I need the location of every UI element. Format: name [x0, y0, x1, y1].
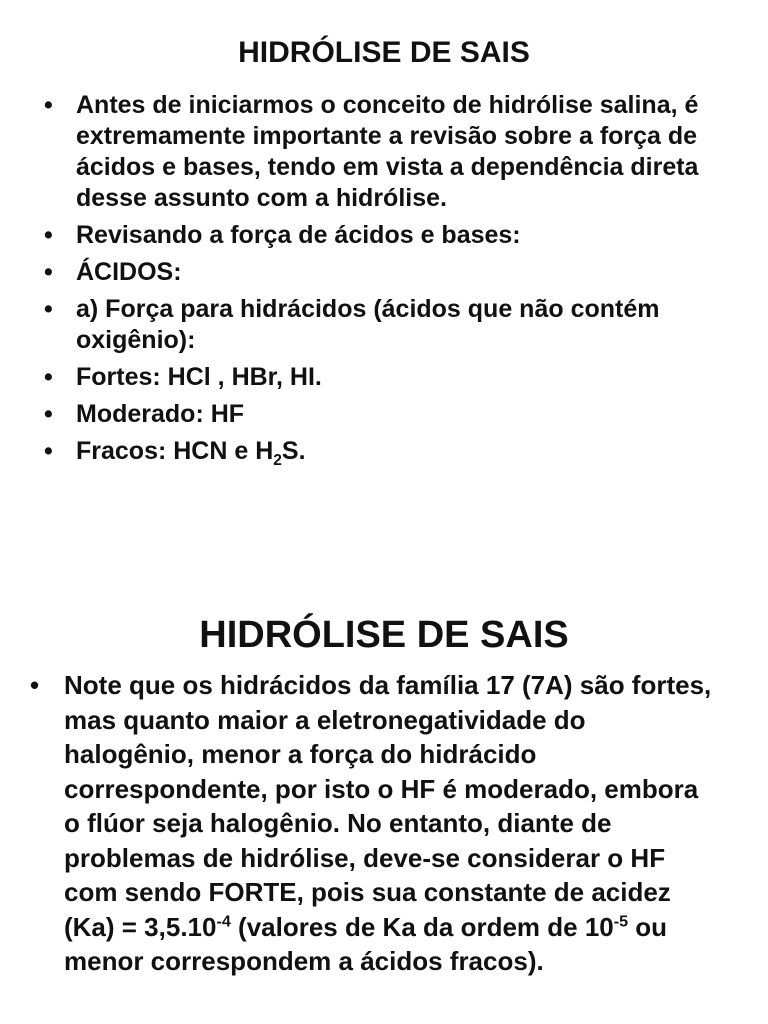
slide-2-title: HIDRÓLISE DE SAIS — [199, 614, 569, 656]
bullet-weak-acids — [44, 436, 734, 467]
slide-2 — [0, 600, 768, 1024]
bullet-text — [64, 670, 711, 976]
exponent-ka: -4 — [216, 911, 231, 930]
bullet-hydracids-strength — [44, 294, 734, 356]
slide-1-title: HIDRÓLISE DE SAIS — [238, 36, 530, 69]
bullet-dot: • — [30, 670, 40, 700]
bullet-strong-acids — [44, 362, 734, 393]
slide-1-bullet-list — [44, 90, 734, 473]
bullet-dot: • — [44, 363, 53, 391]
paragraph-part-3: ou menor correspondem a ácidos fracos). — [64, 911, 668, 976]
bullet-dot: • — [44, 295, 53, 323]
bullet-intro — [44, 90, 734, 214]
paragraph-part-2: (valores de Ka da ordem de 10 — [230, 911, 614, 942]
bullet-text: Fortes: HCl , HBr, HI. — [76, 363, 322, 391]
bullet-text: Revisando a força de ácidos e bases: — [76, 221, 521, 249]
bullet-hf-note — [30, 668, 720, 979]
bullet-moderate-acids — [44, 399, 734, 430]
bullet-dot: • — [44, 400, 53, 428]
bullet-dot: • — [44, 437, 53, 465]
bullet-dot: • — [44, 91, 53, 119]
bullet-dot: • — [44, 258, 53, 286]
paragraph-part-1: Note que os hidrácidos da família 17 (7A) são fortes, mas quanto maior a eletronegatividade do halogênio, menor a força do hidrácido correspondente, por isto o HF é moderado, embora o flúor seja halogênio. No entanto, diante de problemas de hidrólise, deve-se considerar o HF com sendo FORTE, pois sua constante de acidez (Ka) = 3,5.10 — [64, 670, 712, 942]
bullet-revision — [44, 220, 734, 251]
bullet-dot: • — [44, 221, 53, 249]
bullet-text — [76, 437, 306, 469]
bullet-text: ÁCIDOS: — [76, 258, 182, 286]
bullet-text: Antes de iniciarmos o conceito de hidrólise salina, é extremamente importante a revisão sobre a força de ácidos e bases, tendo em vista a dependência direta desse assunto com a hidrólise. — [76, 91, 699, 212]
weak-acids-text: Fracos: HCN e H — [76, 437, 274, 465]
weak-acids-text-end: S. — [281, 437, 306, 465]
bullet-text: Moderado: HF — [76, 400, 245, 428]
bullet-acids-heading — [44, 257, 734, 288]
subscript-2: 2 — [273, 452, 282, 469]
bullet-text: a) Força para hidrácidos (ácidos que não contém oxigênio): — [76, 295, 660, 354]
slide-2-bullet-list — [30, 668, 720, 979]
exponent-threshold: -5 — [613, 911, 629, 930]
